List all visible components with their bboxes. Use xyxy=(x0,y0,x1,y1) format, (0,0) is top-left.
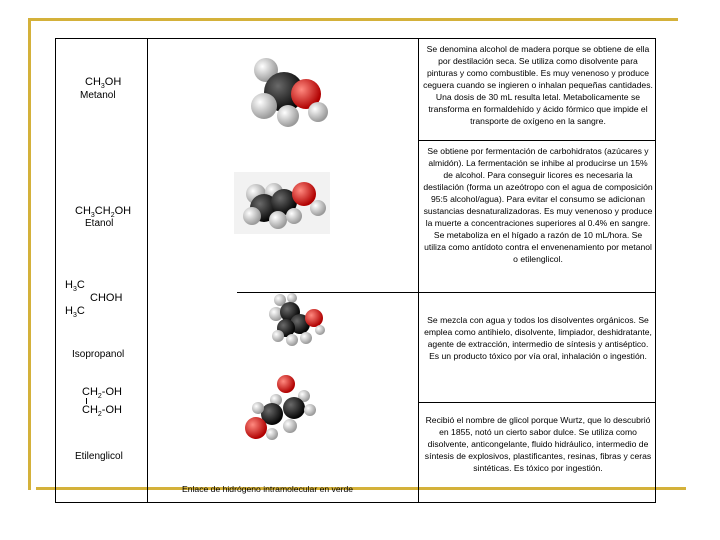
methanol-name: Metanol xyxy=(80,90,116,101)
ethylene-glycol-molecule-icon xyxy=(228,374,318,446)
ethylene-glycol-description: Recibió el nombre de glicol porque Wurtz, que lo descubrió en 1855, notó un cierto sabor dulce. Se utiliza como disolvente, anticongelante, fluido hidráulico, intermedio de síntesis de explosivos, plastificantes, resinas, fibras y ceras sintéticas. Es tóxico por ingestión. xyxy=(424,415,652,473)
isopropanol-formula-line-2: CHOH xyxy=(90,292,123,304)
isopropanol-formula-line-1: $H_3C$ xyxy=(65,279,85,294)
ethanol-description: Se obtiene por fermentación de carbohidratos (azúcares y almidón). La fermentación se inhibe al producirse un 15% de alcohol. Para conseguir licores es necesaria la destilación (forma un azeótropo con el agua de composición 95:5 alcohol/agua). Para evitar el consumo se adicionan sustancias desnaturalizadoras. Es muy venenoso y produce la muerte a concentraciones superiores al 0.4% en sangre. Se metaboliza en el hígado a razón de 10 mL/hora. Se utiliza como antídoto contra el envenenamiento por metanol o etilenglicol. xyxy=(423,146,653,264)
isopropanol-formula-line-3: $H_3C$ xyxy=(65,305,85,320)
ethanol-formula: $CH_3CH_2OH$ xyxy=(75,205,132,220)
table-column-divider-1 xyxy=(147,38,148,503)
accent-bar-left xyxy=(28,18,31,490)
isopropanol-molecule-icon xyxy=(262,290,328,348)
methanol-description: Se denomina alcohol de madera porque se obtiene de ella por destilación seca. Se utiliza como disolvente para pinturas y como combustible. Es muy venenoso y produce ceguera cuando se ingieren o inhalan pequeñas cantidades. Una dosis de 30 mL resulta letal. Metabolicamente se transforma en formaldehído y ácido fórmico que impide el transporte de oxígeno en la sangre. xyxy=(423,44,653,126)
table-column-divider-2 xyxy=(418,38,419,503)
ethanol-name: Etanol xyxy=(85,218,114,229)
methanol-molecule-icon xyxy=(244,52,334,132)
methanol-formula: $CH_3OH$ xyxy=(85,76,122,91)
ethylene-glycol-formula-line-2: $CH_2-OH$ xyxy=(82,404,122,419)
table-row-divider-1 xyxy=(418,140,656,141)
ethylene-glycol-formula-line-1: $CH_2-OH$ xyxy=(82,386,122,401)
ethanol-molecule-icon xyxy=(234,172,330,234)
accent-bar-top xyxy=(28,18,678,21)
hydrogen-bond-caption: Enlace de hidrógeno intramolecular en verde xyxy=(182,484,354,494)
isopropanol-name: Isopropanol xyxy=(72,349,125,360)
ethylene-glycol-name: Etilenglicol xyxy=(75,451,123,462)
isopropanol-description: Se mezcla con agua y todos los disolventes orgánicos. Se emplea como antihielo, disolvente, limpiador, deshidratante, agente de extracción, intermedio de síntesis y antiséptico. Es un producto tóxico por vía oral, inhalación o ingestión. xyxy=(424,315,652,361)
table-row-divider-3 xyxy=(418,402,656,403)
